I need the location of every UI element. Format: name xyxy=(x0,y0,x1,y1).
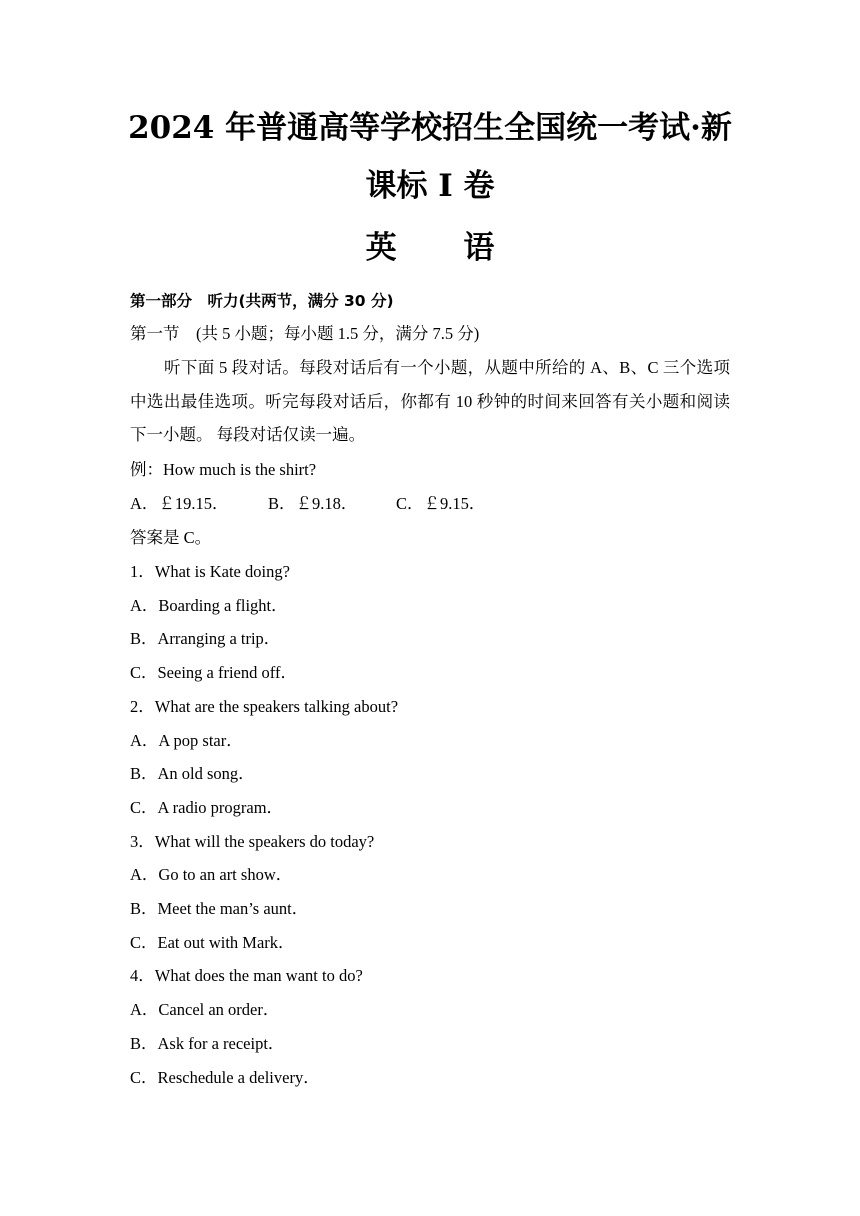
question-stem: 2．What are the speakers talking about? xyxy=(130,697,399,716)
question-stem: 4．What does the man want to do? xyxy=(130,966,363,985)
option-a: A．Cancel an order． xyxy=(130,1000,280,1019)
subject-title: 英 语 xyxy=(365,230,523,266)
option-b: B．Arranging a trip． xyxy=(130,629,281,648)
example-answer: 答案是 C。 xyxy=(130,528,212,547)
option-a: A．Go to an art show． xyxy=(130,865,293,884)
exam-title-line1: 2024 年普通高等学校招生全国统一考试·新 xyxy=(128,110,732,146)
option-c: C．Reschedule a delivery． xyxy=(130,1068,320,1087)
exam-title-line2: 课标 I 卷 xyxy=(365,168,495,204)
example-option-b: B．￡9.18． xyxy=(268,494,358,513)
question-stem: 1．What is Kate doing? xyxy=(130,562,290,581)
option-c: C．Eat out with Mark． xyxy=(130,933,295,952)
section1-heading: 第一节 (共 5 小题；每小题 1.5 分，满分 7.5 分) xyxy=(130,324,480,343)
option-b: B．Ask for a receipt． xyxy=(130,1034,285,1053)
question-stem: 3．What will the speakers do today? xyxy=(130,832,375,851)
example-question: 例：How much is the shirt? xyxy=(130,460,317,479)
option-b: B．An old song． xyxy=(130,764,255,783)
option-c: C．A radio program． xyxy=(130,798,284,817)
part1-heading: 第一部分 听力(共两节，满分 30 分) xyxy=(130,292,394,310)
option-a: A．Boarding a flight． xyxy=(130,596,288,615)
option-b: B．Meet the man’s aunt． xyxy=(130,899,309,918)
listening-instructions: 听下面 5 段对话。每段对话后有一个小题，从题中所给的 A、B、C 三个选项中选出最佳选项。听完每段对话后，你都有 10 秒钟的时间来回答有关小题和阅读下一小题。 每段对话仅读一遍。 xyxy=(130,358,730,444)
option-c: C．Seeing a friend off． xyxy=(130,663,297,682)
example-option-c: C．￡9.15． xyxy=(396,494,486,513)
example-option-a: A．￡19.15． xyxy=(130,494,229,513)
option-a: A．A pop star． xyxy=(130,731,243,750)
example-options xyxy=(130,493,485,515)
